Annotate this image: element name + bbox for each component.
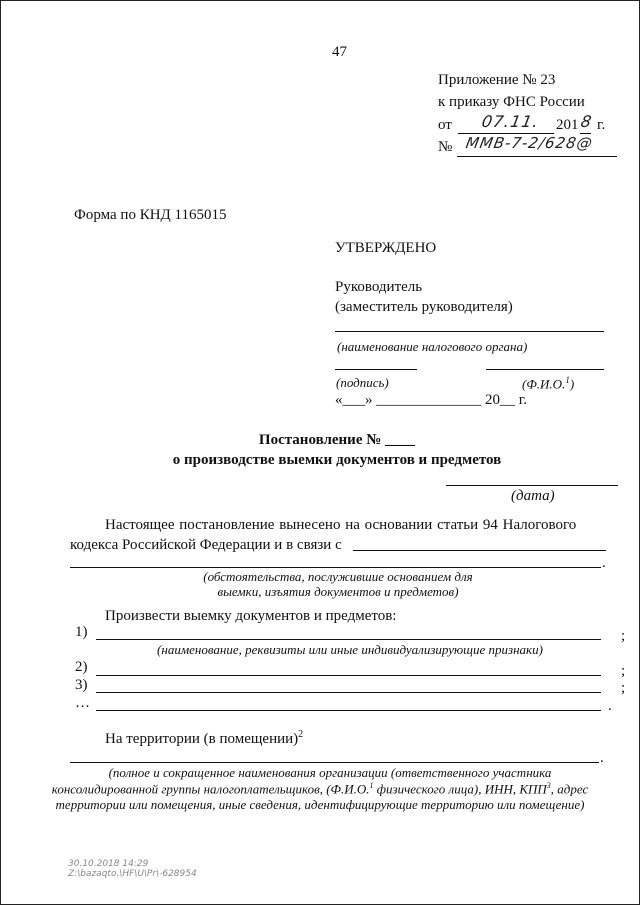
item-caption bbox=[0, 642, 640, 658]
territory-caption-2-c: , адрес bbox=[550, 781, 589, 797]
territory-caption-2-a: консолидированной группы налогоплательщиков, (Ф.И.О. bbox=[51, 781, 370, 797]
footer-stamp-line-2: Z:\bazaqto.\HF\U\Pr\-628954 bbox=[68, 869, 197, 879]
page-number: 47 bbox=[332, 44, 347, 60]
signature-line bbox=[335, 369, 417, 370]
territory-footnote-mark: 2 bbox=[298, 729, 304, 740]
appendix-year-suffix: г. bbox=[597, 117, 606, 133]
appendix-date-handwritten: 07.11. bbox=[480, 112, 541, 131]
territory-caption-2-sup2: 3 bbox=[546, 781, 551, 790]
territory-caption-3 bbox=[0, 797, 640, 813]
item-2-line bbox=[96, 675, 601, 676]
item-3-end: ; bbox=[621, 680, 626, 696]
fio-caption-text: (Ф.И.О. bbox=[522, 376, 566, 392]
item-more-line bbox=[96, 710, 601, 711]
appendix-year-print: 201 bbox=[556, 117, 579, 133]
resolution-date-line bbox=[446, 485, 618, 486]
resolution-subtitle-text: о производстве выемки документов и предметов bbox=[172, 452, 502, 468]
appendix-line-1: Приложение № 23 bbox=[438, 72, 556, 88]
fio-caption bbox=[522, 375, 574, 392]
approved-role-line-1: Руководитель bbox=[335, 279, 423, 295]
resolution-title-text: Постановление № ____ bbox=[258, 432, 416, 448]
item-more-end: . bbox=[608, 698, 612, 714]
circumstances-caption-1-text: (обстоятельства, послужившие основанием для bbox=[203, 569, 473, 584]
territory-end: . bbox=[600, 750, 604, 766]
seizure-heading: Произвести выемку документов и предметов: bbox=[105, 608, 397, 624]
para-fill-line-1 bbox=[353, 550, 606, 551]
item-3-number: 3) bbox=[75, 677, 88, 693]
territory-caption-2 bbox=[0, 781, 640, 797]
item-2-end: ; bbox=[621, 663, 626, 679]
territory-caption-3-text: территории или помещения, иные сведения, идентифицирующие территорию или помещение) bbox=[55, 797, 585, 812]
item-2-number: 2) bbox=[75, 659, 88, 675]
item-caption-text: (наименование, реквизиты или иные индивидуализирующие признаки) bbox=[157, 642, 543, 657]
item-more-number: … bbox=[75, 695, 90, 711]
territory-label-text: На территории (в помещении) bbox=[105, 731, 299, 747]
fio-footnote-mark: 1 bbox=[565, 375, 570, 385]
tax-authority-caption: (наименование налогового органа) bbox=[337, 339, 528, 354]
para-line-2: кодекса Российской Федерации и в связи с bbox=[70, 537, 342, 553]
appendix-year-handwritten: 8 bbox=[579, 112, 594, 131]
approved-date-line: «___» ______________ 20__ г. bbox=[335, 392, 527, 408]
footer-stamp-line-1: 30.10.2018 14:29 bbox=[68, 859, 149, 869]
territory-caption-2-sup1: 1 bbox=[369, 781, 374, 790]
approved-title: УТВЕРЖДЕНО bbox=[335, 240, 437, 256]
item-1-end: ; bbox=[621, 628, 626, 644]
territory-line bbox=[70, 762, 599, 763]
fio-caption-close: ) bbox=[569, 376, 575, 392]
appendix-number-underline bbox=[457, 156, 617, 157]
approved-role-line-2: (заместитель руководителя) bbox=[335, 299, 513, 315]
item-1-line bbox=[96, 639, 601, 640]
para-fill-line-2 bbox=[70, 567, 601, 568]
appendix-line-2: к приказу ФНС России bbox=[438, 94, 585, 110]
item-3-line bbox=[96, 692, 601, 693]
signature-caption: (подпись) bbox=[336, 375, 389, 390]
resolution-title-line-2 bbox=[0, 452, 640, 469]
form-code: Форма по КНД 1165015 bbox=[74, 207, 227, 223]
para-end-dot: . bbox=[602, 555, 606, 571]
territory-label bbox=[105, 729, 303, 748]
item-1-number: 1) bbox=[75, 624, 88, 640]
appendix-number-handwritten: ММВ-7-2/628@ bbox=[464, 134, 595, 152]
resolution-title-line-1 bbox=[0, 432, 640, 449]
appendix-from-prefix: от bbox=[438, 117, 452, 133]
tax-authority-line bbox=[335, 331, 604, 332]
para-line-1: Настоящее постановление вынесено на основании статьи 94 Налогового bbox=[105, 517, 577, 533]
resolution-date-caption: (дата) bbox=[511, 488, 555, 504]
circumstances-caption-1 bbox=[0, 569, 640, 585]
territory-caption-1 bbox=[0, 765, 640, 781]
appendix-number-prefix: № bbox=[438, 139, 453, 155]
territory-caption-2-b: физического лица), ИНН, КПП bbox=[373, 781, 547, 797]
fio-line bbox=[486, 369, 604, 370]
circumstances-caption-2-text: выемки, изъятия документов и предметов) bbox=[217, 584, 459, 599]
territory-caption-1-text: (полное и сокращенное наименования организации (ответственного участника bbox=[108, 765, 552, 780]
circumstances-caption-2 bbox=[0, 584, 640, 600]
